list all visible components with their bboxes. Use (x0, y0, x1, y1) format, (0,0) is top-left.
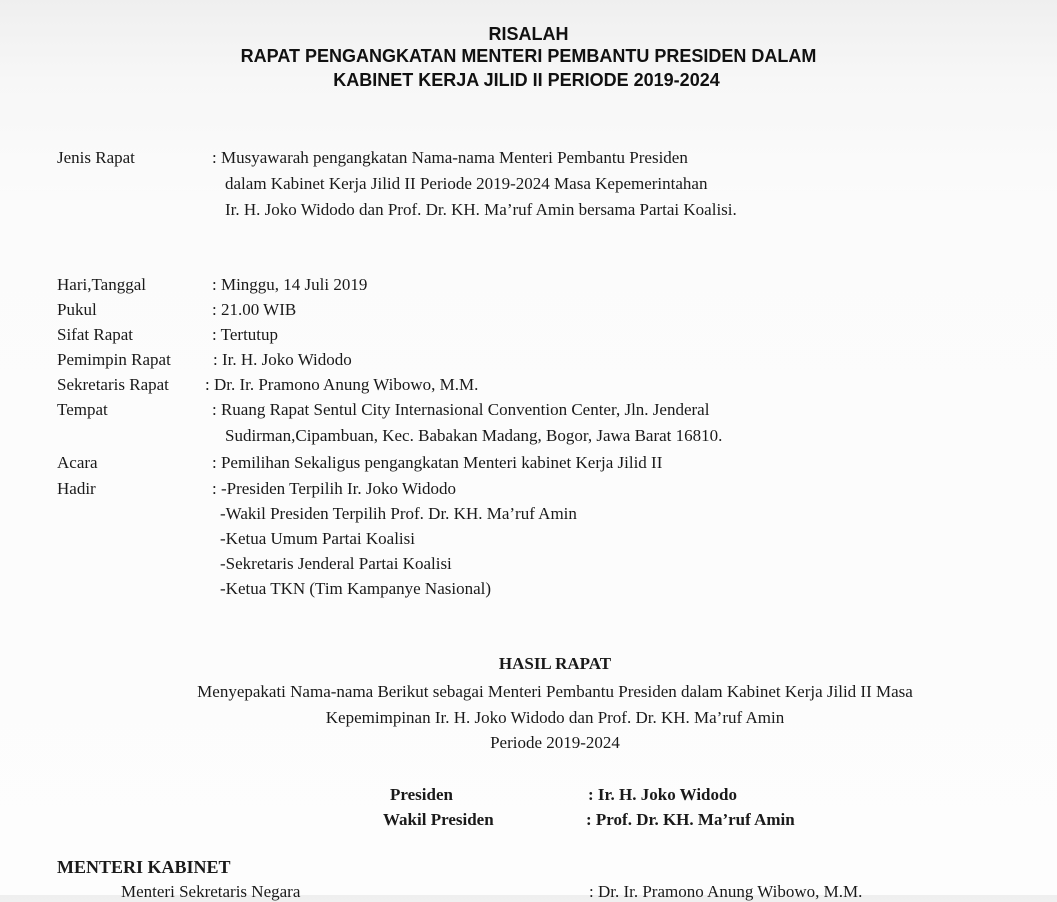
pemimpin-rapat-label: Pemimpin Rapat (57, 350, 171, 369)
hari-tanggal-label: Hari,Tanggal (57, 275, 146, 294)
jenis-rapat-value-line1: : Musyawarah pengangkatan Nama-nama Menteri Pembantu Presiden (212, 148, 688, 167)
hadir-item: -Wakil Presiden Terpilih Prof. Dr. KH. Ma’ruf Amin (220, 504, 577, 523)
document-title: RISALAH (488, 24, 569, 44)
hasil-rapat-heading: HASIL RAPAT (498, 654, 612, 673)
hadir-item: -Sekretaris Jenderal Partai Koalisi (220, 554, 452, 573)
hasil-rapat-line1: Menyepakati Nama-nama Berikut sebagai Menteri Pembantu Presiden dalam Kabinet Kerja Jilid II Masa (197, 682, 913, 701)
menteri-sekretaris-negara-label: Menteri Sekretaris Negara (121, 882, 301, 901)
document-subtitle-line1: RAPAT PENGANGKATAN MENTERI PEMBANTU PRESIDEN DALAM (240, 46, 817, 66)
hadir-item: -Ketua TKN (Tim Kampanye Nasional) (220, 579, 492, 598)
pukul-value: : 21.00 WIB (212, 300, 297, 319)
jenis-rapat-value-line2: dalam Kabinet Kerja Jilid II Periode 2019-2024 Masa Kepemerintahan (225, 174, 708, 193)
sekretaris-rapat-value: : Dr. Ir. Pramono Anung Wibowo, M.M. (205, 375, 479, 394)
sifat-rapat-label: Sifat Rapat (57, 325, 134, 344)
wakil-presiden-value: : Prof. Dr. KH. Ma’ruf Amin (586, 810, 795, 829)
tempat-value-line2: Sudirman,Cipambuan, Kec. Babakan Madang, Bogor, Jawa Barat 16810. (225, 426, 723, 445)
presiden-label: Presiden (390, 785, 453, 804)
presiden-value: : Ir. H. Joko Widodo (588, 785, 737, 804)
menteri-kabinet-heading: MENTERI KABINET (57, 857, 231, 877)
hadir-item: : -Presiden Terpilih Ir. Joko Widodo (212, 479, 456, 498)
hasil-rapat-line3: Periode 2019-2024 (490, 733, 620, 752)
sifat-rapat-value: : Tertutup (212, 325, 279, 344)
tempat-value-line1: : Ruang Rapat Sentul City Internasional Convention Center, Jln. Jenderal (212, 400, 710, 419)
hari-tanggal-value: : Minggu, 14 Juli 2019 (212, 275, 368, 294)
document-subtitle-line2: KABINET KERJA JILID II PERIODE 2019-2024 (333, 70, 720, 90)
sekretaris-rapat-label: Sekretaris Rapat (57, 375, 169, 394)
pemimpin-rapat-value: : Ir. H. Joko Widodo (213, 350, 352, 369)
pukul-label: Pukul (57, 300, 97, 319)
jenis-rapat-label: Jenis Rapat (57, 148, 135, 167)
hadir-item: -Ketua Umum Partai Koalisi (220, 529, 415, 548)
acara-value: : Pemilihan Sekaligus pengangkatan Menteri kabinet Kerja Jilid II (212, 453, 663, 472)
jenis-rapat-value-line3: Ir. H. Joko Widodo dan Prof. Dr. KH. Ma’ruf Amin bersama Partai Koalisi. (225, 200, 737, 219)
hasil-rapat-line2: Kepemimpinan Ir. H. Joko Widodo dan Prof. Dr. KH. Ma’ruf Amin (325, 708, 785, 727)
hadir-label: Hadir (57, 479, 96, 498)
tempat-label: Tempat (57, 400, 108, 419)
wakil-presiden-label: Wakil Presiden (383, 810, 494, 829)
menteri-sekretaris-negara-value: : Dr. Ir. Pramono Anung Wibowo, M.M. (589, 882, 863, 901)
acara-label: Acara (57, 453, 98, 472)
